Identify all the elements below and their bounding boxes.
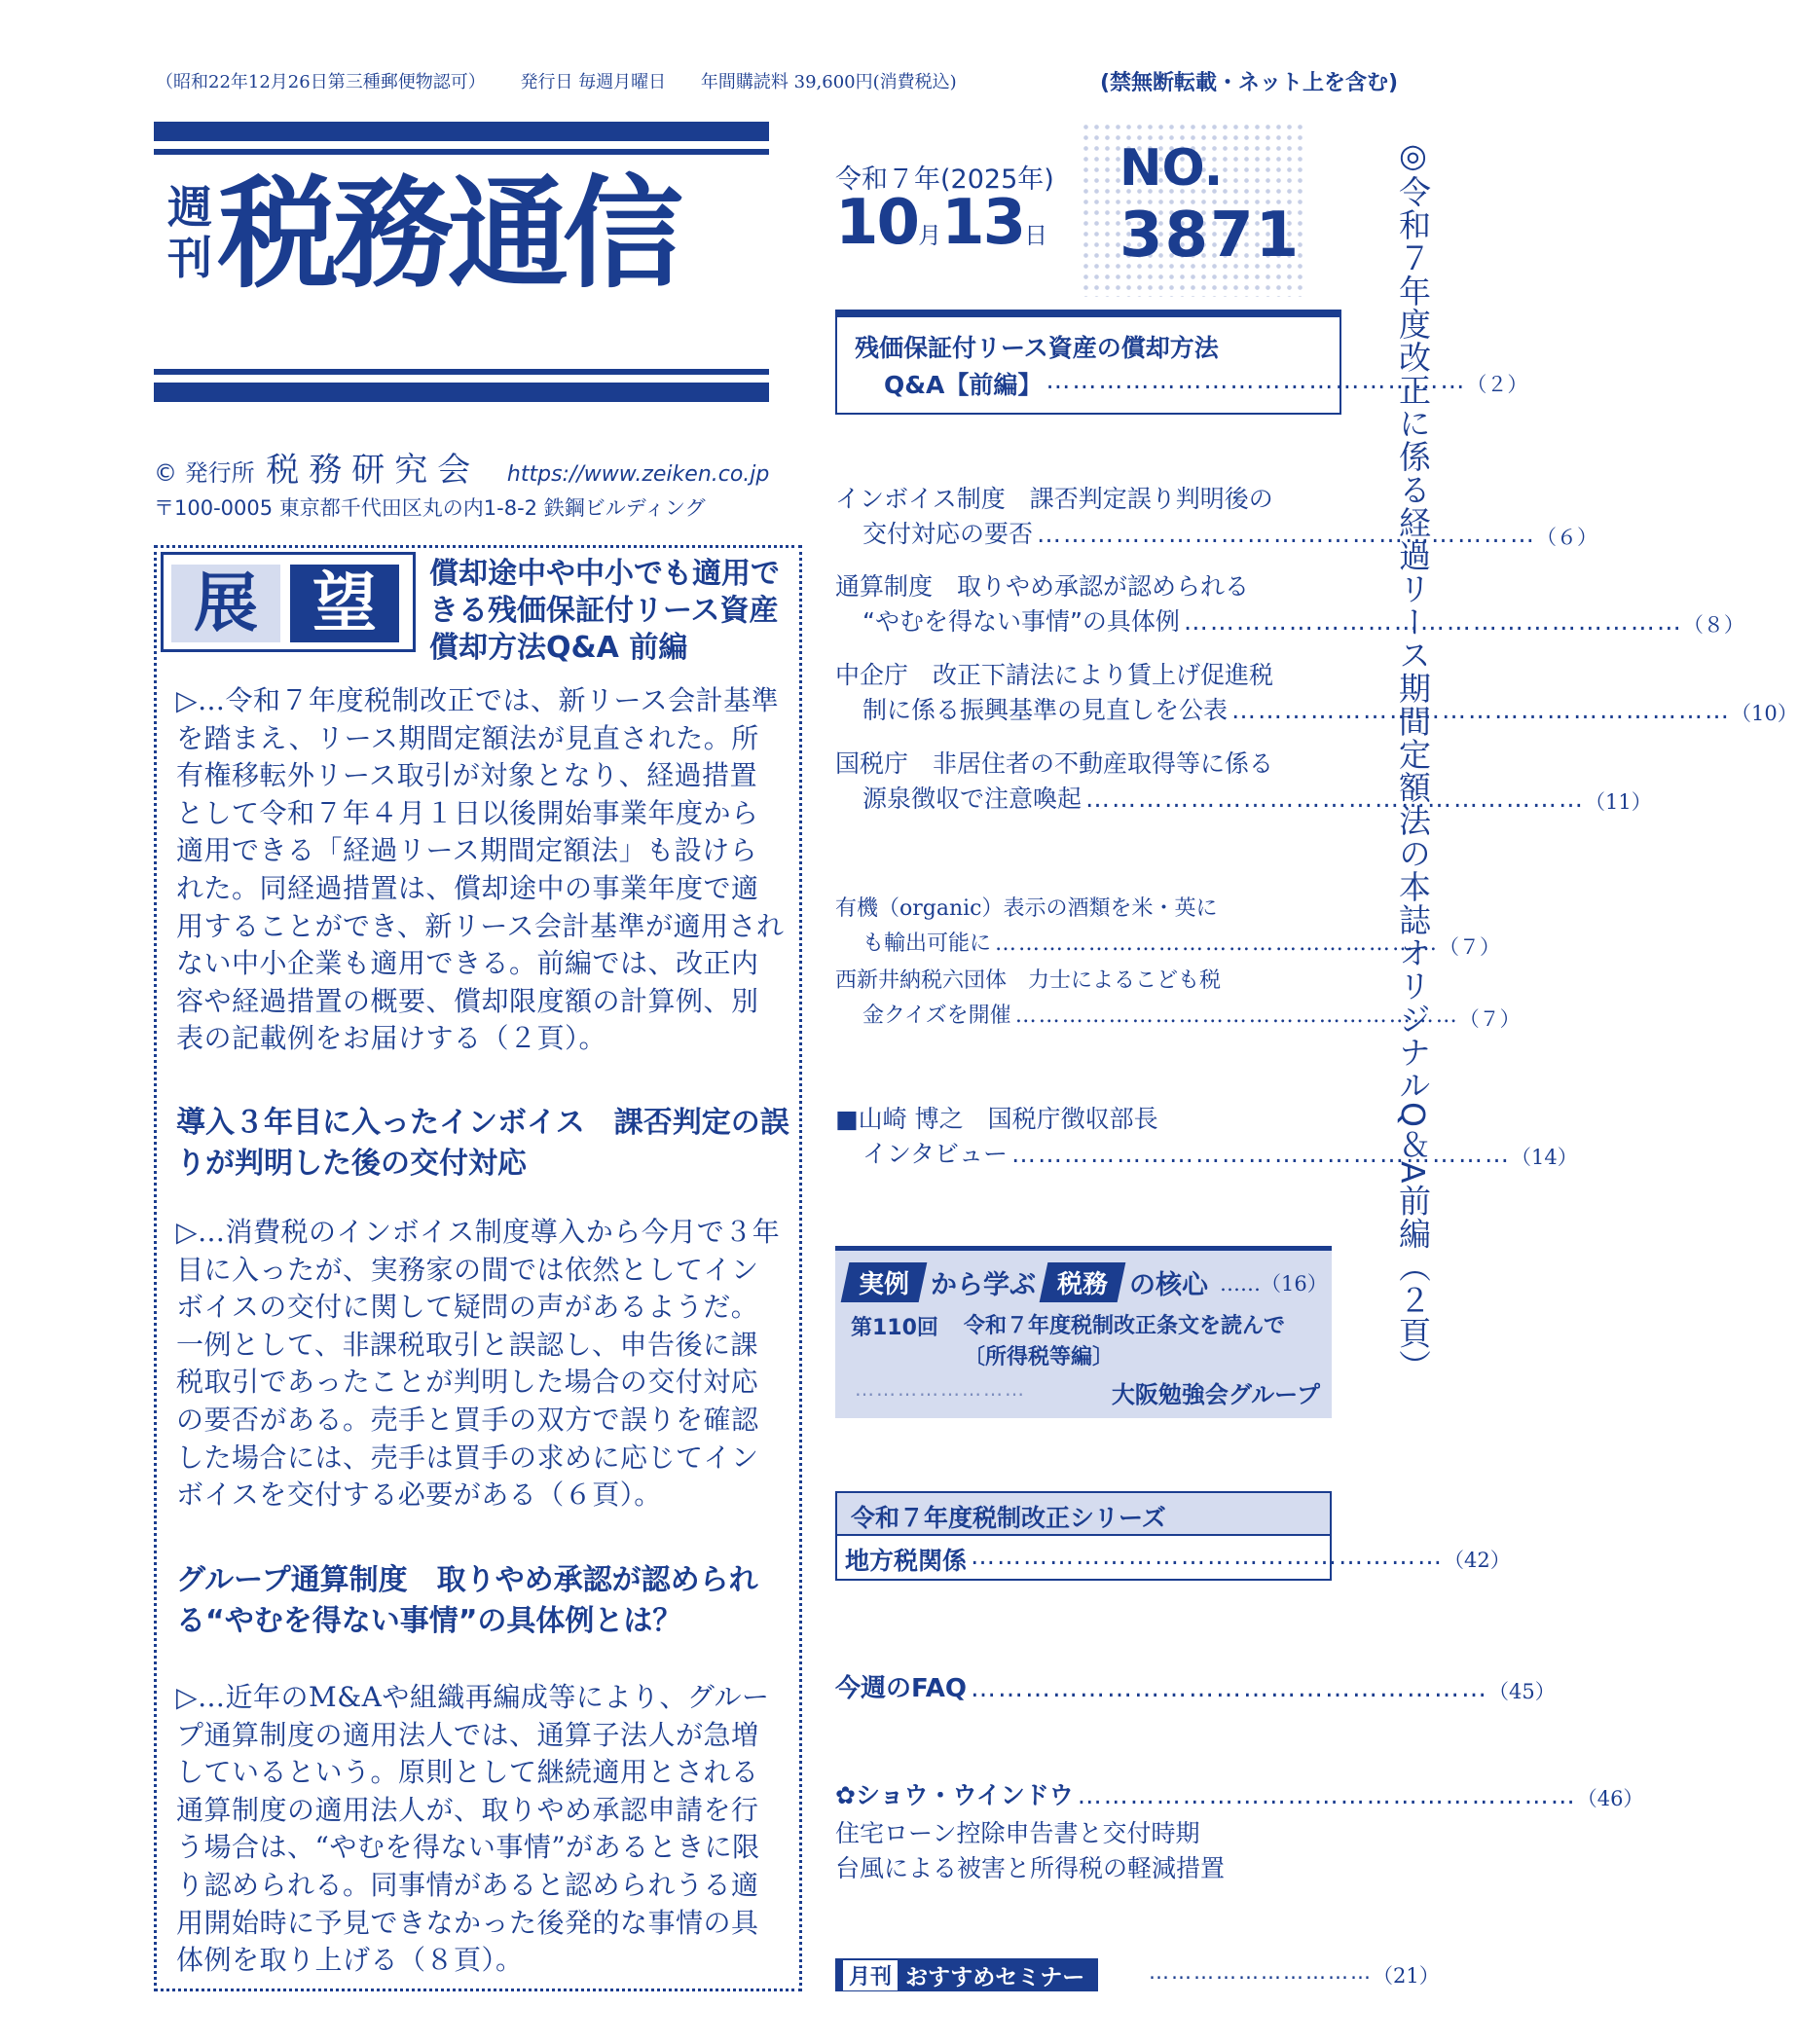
toc-core-box[interactable]	[835, 1246, 1332, 1418]
toc-item-title: 中企庁 改正下請法により賃上げ促進税	[835, 661, 1274, 689]
issue-day: 13	[941, 187, 1025, 259]
toc-show-window[interactable]	[835, 1778, 1644, 1886]
toc-item-line2	[835, 693, 1798, 731]
leader-dots: …………………………………………………	[1011, 1140, 1512, 1168]
show-window-label: ✿ショウ・ウインドウ	[835, 1781, 1074, 1809]
badge-char-left: 展	[171, 565, 280, 642]
toc-item-subtitle: インタビュー	[862, 1140, 1009, 1168]
publisher-prefix: © 発行所	[154, 459, 255, 487]
masthead-stripe	[154, 122, 769, 141]
section-heading: 導入３年目に入ったインボイス 課否判定の誤りが判明した後の交付対応	[176, 1106, 789, 1181]
core-tag: 実例	[841, 1262, 928, 1302]
leader-dots: …………………………………………	[1046, 366, 1467, 394]
leader-dots: …………………………	[1149, 1960, 1373, 1984]
leader-dots: ……………………	[855, 1377, 1026, 1401]
toc-item-line2	[835, 927, 1501, 965]
toc-item-line2	[835, 782, 1652, 820]
toc-item-title: 西新井納税六団体 力士によるこども税	[835, 968, 1222, 993]
publisher-url[interactable]: https://www.zeiken.co.jp	[506, 462, 770, 487]
toc-lead-line2	[884, 366, 1528, 401]
toc-item-title: ■山崎 博之 国税庁徴収部長	[835, 1105, 1158, 1133]
faq-label: 今週のFAQ	[835, 1674, 968, 1703]
issue-number: 3871	[1119, 200, 1302, 272]
series-item	[845, 1542, 1511, 1577]
series-title: 令和７年度税制改正シリーズ	[851, 1504, 1166, 1532]
feature-headline: 償却途中や中小でも適用できる残価保証付リース資産償却方法Q&A 前編	[429, 557, 780, 665]
toc-item-line2	[835, 999, 1521, 1037]
toc-page: （７）	[1458, 1007, 1521, 1031]
show-window-item: 台風による被害と所得税の軽減措置	[835, 1854, 1226, 1882]
toc-item-line2	[835, 1671, 1556, 1709]
leader-dots: …………………………………………………	[1183, 607, 1683, 636]
toc-lead-title: 残価保証付リース資産の償却方法	[855, 334, 1219, 362]
core-topic: 令和７年度税制改正条文を読んで〔所得税等編〕	[964, 1314, 1286, 1369]
header-info-line	[156, 68, 986, 93]
series-header	[837, 1493, 1330, 1536]
issue-number-box	[1081, 122, 1304, 297]
toc-page: （45）	[1488, 1680, 1556, 1703]
issue-date	[835, 187, 1047, 259]
issue-day-text: 発行日 毎週月曜日	[520, 72, 667, 92]
vertical-headline: ◎令和７年度改正に係る経過リース期間定額法の本誌オリジナルQ＆A前編（２頁）	[1394, 136, 1432, 1383]
toc-page: （46）	[1576, 1787, 1644, 1810]
core-group: 大阪勉強会グループ	[1111, 1381, 1320, 1408]
issue-era: 令和７年(2025年)	[835, 164, 1054, 195]
toc-item[interactable]	[835, 747, 1652, 820]
section-heading: グループ通算制度 取りやめ承認が認められる“やむを得ない事情”の具体例とは？	[176, 1563, 758, 1638]
masthead-stripe	[154, 369, 769, 375]
leader-dots: ………………………………………………	[971, 1542, 1445, 1570]
feature-paragraph: ▷…令和７年度税制改正では、新リース会計基準を踏まえ、リース期間定額法が見直された。所有権移転外リース取引が対象となり、経過措置として令和７年４月１日以後開始事業年度から適用できる「経過リース期間定額法」も設けられた。同経過措置は、償却途中の事業年度で適用することができ、新リース会計基準が適用されない中小企業も適用できる。前編では、改正内容や経過措置の概要、償却限度額の計算例、別表の記載例をお届けする（２頁）。	[176, 684, 785, 1055]
masthead-weekly: 週刊	[167, 181, 212, 284]
toc-faq[interactable]	[835, 1671, 1556, 1709]
permit-text: （昭和22年12月26日第三種郵便物認可）	[156, 72, 486, 92]
monthly-label: おすすめセミナー	[905, 1964, 1085, 1990]
toc-item-subtitle: 制に係る振興基準の見直しを公表	[862, 696, 1229, 724]
leader-dots: …………………………………………………	[1085, 785, 1586, 813]
toc-item[interactable]	[835, 658, 1798, 731]
toc-item-subtitle: 金クイズを開催	[862, 1004, 1011, 1028]
leader-dots: …………………………………………………	[1037, 520, 1537, 548]
month-unit: 月	[918, 222, 942, 249]
toc-page: （14）	[1511, 1146, 1578, 1169]
toc-item-line2	[835, 1137, 1578, 1175]
publisher-address: 〒100-0005 東京都千代田区丸の内1-8-2 鉄鋼ビルディング	[154, 496, 706, 520]
toc-page: （10）	[1731, 702, 1798, 725]
toc-lead-subtitle: Q&A【前編】	[884, 371, 1043, 399]
masthead-title: 税務通信	[218, 164, 679, 305]
toc-item-subtitle: も輸出可能に	[862, 931, 992, 956]
toc-page: （６）	[1536, 526, 1598, 549]
leader-dots: …………………………………………………	[971, 1674, 1489, 1703]
masthead-stripe	[154, 149, 769, 155]
day-unit: 日	[1024, 222, 1048, 249]
feature-badge	[161, 552, 416, 652]
show-window-item: 住宅ローン控除申告書と交付時期	[835, 1819, 1200, 1847]
toc-news-item[interactable]	[835, 892, 1501, 965]
feature-paragraph: ▷…近年のM&Aや組織再編成等により、グループ通算制度の適用法人では、通算子法人が急増しているという。原則として継続適用とされる通算制度の適用法人が、取りやめ承認申請を行う場合は、“やむを得ない事情”があるときに限り認められる。同事情があると認められうる適用開始時に予見できなかった後発的な事情の具体例を取り上げる（８頁）。	[176, 1681, 770, 1977]
toc-page: ……（16）	[1220, 1271, 1328, 1296]
badge-char-right: 望	[290, 565, 399, 642]
toc-item-line2	[835, 1778, 1644, 1816]
monthly-seminar-tag[interactable]	[835, 1958, 1098, 1991]
monthly-seminar-page	[1149, 1960, 1440, 1989]
issue-label: NO.	[1119, 139, 1224, 198]
issue-month: 10	[835, 187, 919, 259]
toc-news-item[interactable]	[835, 964, 1521, 1037]
core-text: から学ぶ	[931, 1270, 1037, 1300]
toc-item-subtitle: 源泉徴収で注意喚起	[862, 785, 1082, 813]
subscription-text: 年間購読料 39,600円(消費税込)	[700, 72, 957, 92]
toc-series-box[interactable]	[835, 1491, 1511, 1581]
copyright-notice: (禁無断転載・ネット上を含む)	[1100, 71, 1399, 95]
toc-item-title: インボイス制度 課否判定誤り判明後の	[835, 485, 1273, 513]
lead-box-bar	[837, 311, 1339, 317]
toc-item-title: 有機（organic）表示の酒類を米・英に	[835, 896, 1218, 921]
toc-page: （８）	[1682, 613, 1744, 637]
feature-box	[154, 545, 802, 1991]
leader-dots: …………………………………………………	[1231, 696, 1732, 724]
masthead	[154, 122, 769, 409]
publisher-line	[154, 443, 769, 491]
publisher-name: 税務研究会	[266, 451, 481, 490]
toc-page: （42）	[1444, 1549, 1511, 1572]
core-episode: 第110回	[851, 1316, 938, 1340]
masthead-stripe	[154, 383, 769, 402]
feature-paragraph: ▷…消費税のインボイス制度導入から今月で３年目に入ったが、実務家の間では依然としてインボイスの交付に関して疑問の声があるようだ。一例として、非課税取引と誤認し、申告後に課税取引であったことが判明した場合の交付対応の要否がある。売手と買手の双方で誤りを確認した場合には、売手は買手の求めに応じてインボイスを交付する必要がある（６頁）。	[176, 1216, 781, 1512]
toc-page: （11）	[1585, 790, 1652, 814]
leader-dots: …………………………………………………	[995, 931, 1440, 956]
toc-item[interactable]	[835, 569, 1744, 642]
toc-lead-box[interactable]	[835, 310, 1528, 415]
toc-item-title: 通算制度 取りやめ承認が認められる	[835, 572, 1250, 601]
toc-item-subtitle: “やむを得ない事情”の具体例	[862, 607, 1180, 636]
leader-dots: …………………………………………………	[1077, 1781, 1577, 1809]
core-text: の核心	[1129, 1270, 1209, 1300]
toc-interview[interactable]	[835, 1102, 1578, 1175]
series-item-label: 地方税関係	[845, 1547, 968, 1575]
toc-page: （２）	[1466, 373, 1528, 396]
toc-item-line2	[835, 604, 1744, 642]
core-tag: 税務	[1040, 1262, 1126, 1302]
toc-item-title: 国税庁 非居住者の不動産取得等に係る	[835, 749, 1274, 778]
core-title	[845, 1262, 1328, 1302]
monthly-prefix: 月刊	[843, 1960, 898, 1990]
toc-item-line2	[835, 517, 1598, 555]
toc-item-subtitle: 交付対応の要否	[862, 520, 1034, 548]
toc-page: （21）	[1373, 1964, 1440, 1988]
toc-item[interactable]	[835, 482, 1598, 555]
toc-page: （７）	[1439, 935, 1501, 959]
leader-dots: …………………………………………………	[1014, 1004, 1459, 1028]
